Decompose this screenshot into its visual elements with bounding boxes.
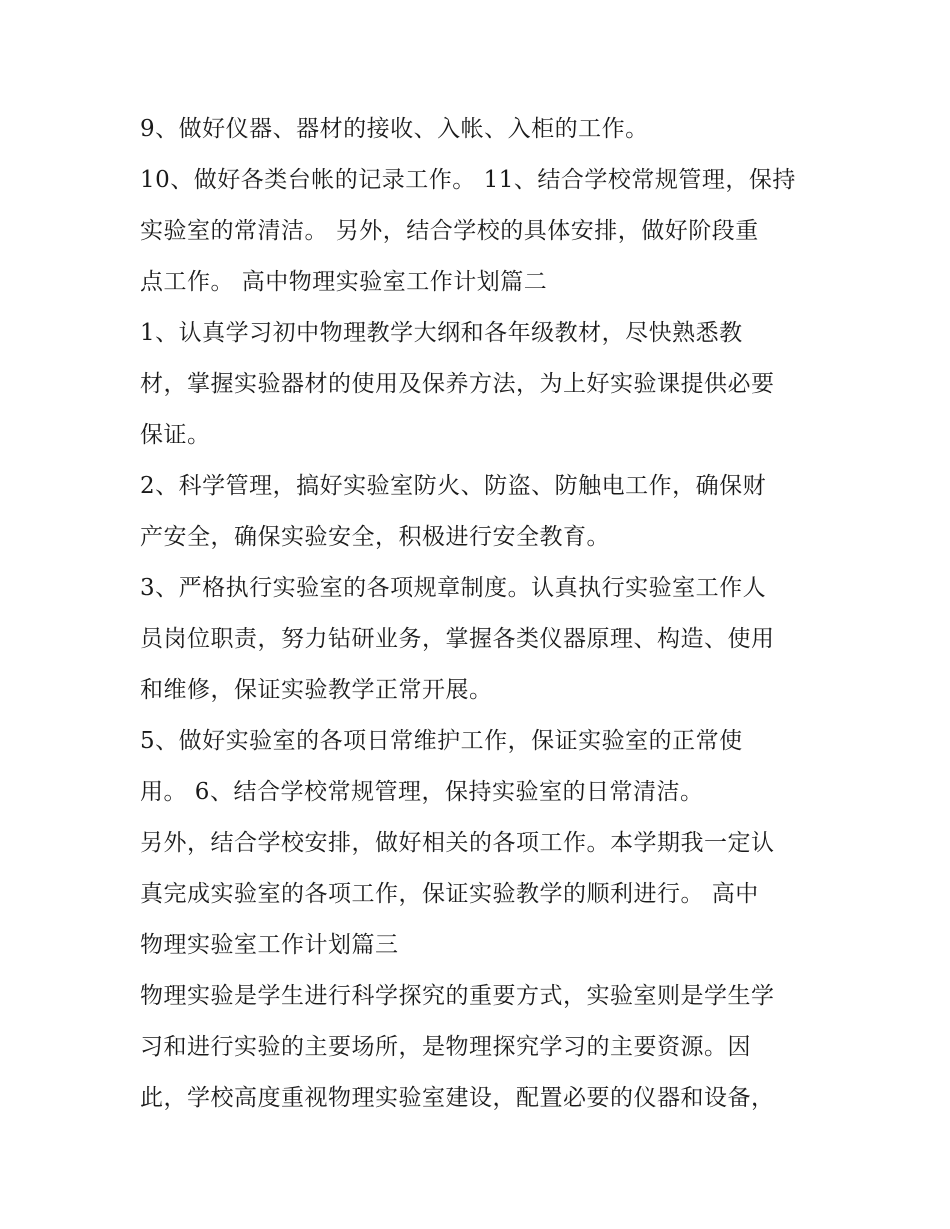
text-line: 用。 6、结合学校常规管理，保持实验室的日常清洁。 — [140, 779, 704, 805]
text-line: 材，掌握实验器材的使用及保养方法，为上好实验课提供必要 — [140, 371, 775, 397]
text-line: 保证。 — [140, 422, 211, 448]
text-line: 习和进行实验的主要场所，是物理探究学习的主要资源。因 — [140, 1034, 751, 1060]
text-line: 此，学校高度重视物理实验室建设，配置必要的仪器和设备， — [140, 1085, 775, 1111]
text-line: 3、严格执行实验室的各项规章制度。认真执行实验室工作人 — [140, 575, 767, 601]
text-line: 员岗位职责，努力钻研业务，掌握各类仪器原理、构造、使用 — [140, 626, 775, 652]
text-line: 实验室的常清洁。 另外，结合学校的具体安排，做好阶段重 — [140, 218, 759, 244]
text-line: 1、认真学习初中物理教学大纲和各年级教材，尽快熟悉教 — [140, 320, 743, 346]
text-line: 2、科学管理，搞好实验室防火、防盗、防触电工作，确保财 — [140, 473, 767, 499]
text-line: 物理实验是学生进行科学探究的重要方式，实验室则是学生学 — [140, 983, 775, 1009]
text-line: 另外，结合学校安排，做好相关的各项工作。本学期我一定认 — [140, 830, 775, 856]
text-line: 5、做好实验室的各项日常维护工作，保证实验室的正常使 — [140, 728, 743, 754]
text-line: 点工作。 高中物理实验室工作计划篇二 — [140, 269, 548, 295]
document-body — [140, 104, 830, 1124]
text-line: 真完成实验室的各项工作，保证实验教学的顺利进行。 高中 — [140, 881, 759, 907]
text-line: 产安全，确保实验安全，积极进行安全教育。 — [140, 524, 610, 550]
text-line: 物理实验室工作计划篇三 — [140, 932, 399, 958]
text-line: 10、做好各类台帐的记录工作。 11、结合学校常规管理，保持 — [140, 167, 796, 193]
text-line: 和维修，保证实验教学正常开展。 — [140, 677, 493, 703]
text-line: 9、做好仪器、器材的接收、入帐、入柜的工作。 — [140, 116, 649, 142]
